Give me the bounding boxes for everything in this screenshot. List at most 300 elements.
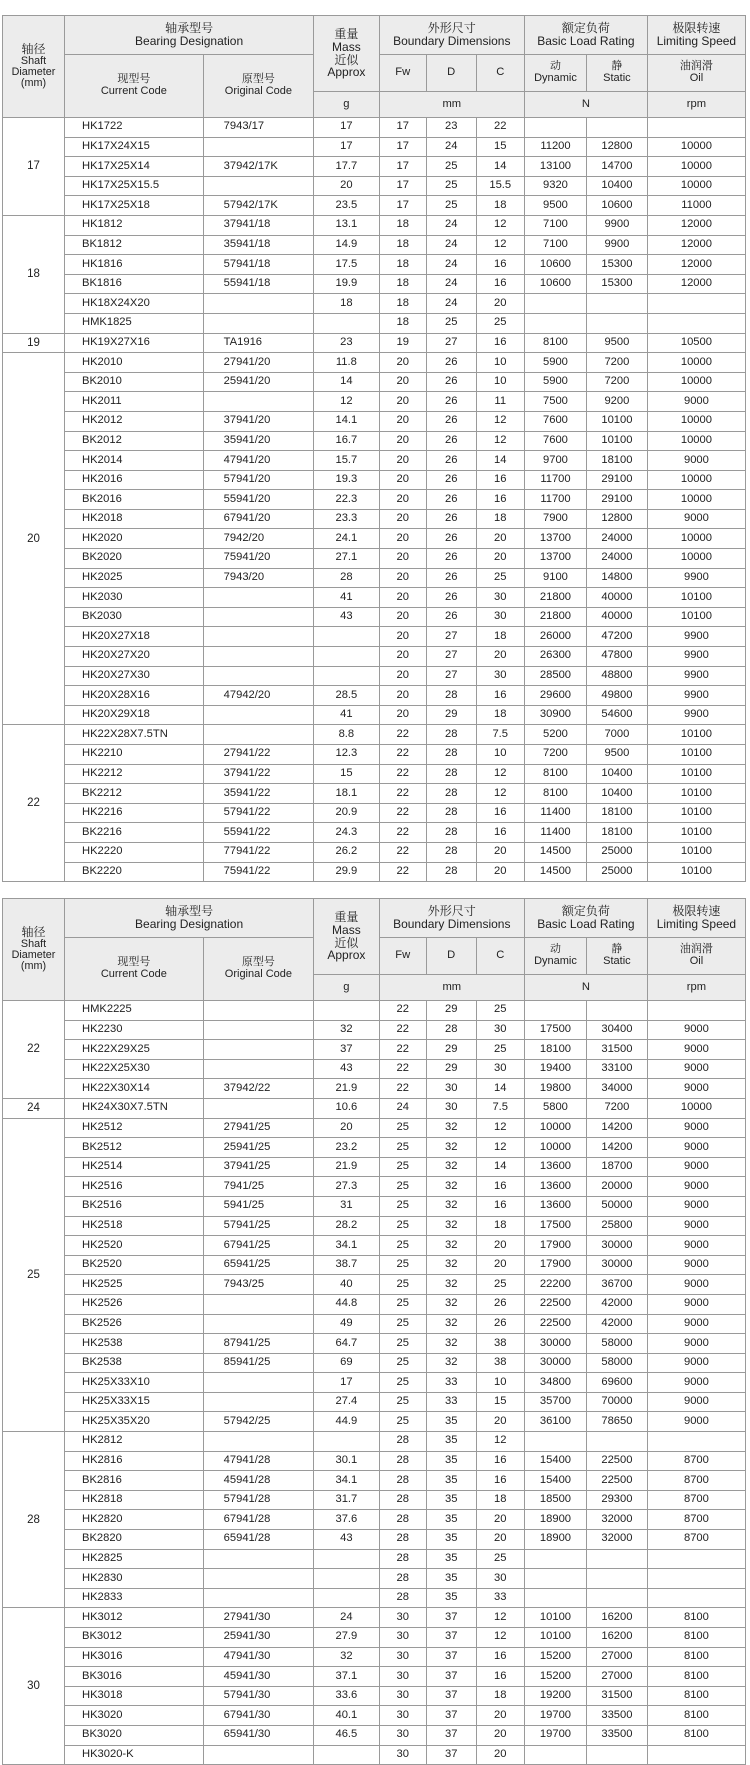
table-row — [3, 725, 746, 745]
c-cell: 14 — [476, 1157, 524, 1177]
static-header: 静 Static — [586, 938, 647, 975]
original-code-cell: 57941/25 — [203, 1216, 314, 1236]
original-code-cell: TA1916 — [203, 333, 314, 353]
dynamic-load-cell — [524, 294, 586, 314]
limiting-speed-cell: 9000 — [647, 1079, 745, 1099]
dynamic-load-cell: 5200 — [524, 725, 586, 745]
mass-cell — [314, 313, 379, 333]
static-load-cell: 9500 — [586, 333, 647, 353]
limiting-speed-cell: 9900 — [647, 647, 745, 667]
d-cell: 26 — [426, 549, 476, 569]
table-row — [3, 1314, 746, 1334]
static-load-cell: 78650 — [586, 1412, 647, 1432]
original-code-cell: 27941/22 — [203, 745, 314, 765]
d-cell: 25 — [426, 157, 476, 177]
static-load-cell: 14200 — [586, 1138, 647, 1158]
limiting-speed-cell: 10000 — [647, 529, 745, 549]
static-load-cell: 14200 — [586, 1118, 647, 1138]
c-cell: 16 — [476, 1196, 524, 1216]
d-cell: 24 — [426, 294, 476, 314]
c-cell: 16 — [476, 274, 524, 294]
c-cell: 10 — [476, 353, 524, 373]
speed-unit: rpm — [647, 92, 745, 118]
c-cell: 38 — [476, 1334, 524, 1354]
current-code-cell: HK2016 — [65, 470, 204, 490]
c-cell: 12 — [476, 215, 524, 235]
current-code-cell: HK2520 — [65, 1236, 204, 1256]
c-cell: 16 — [476, 803, 524, 823]
original-code-cell — [203, 1569, 314, 1589]
dynamic-load-cell: 14500 — [524, 842, 586, 862]
original-code-cell: 27941/25 — [203, 1118, 314, 1138]
static-load-cell: 9900 — [586, 235, 647, 255]
table-row — [3, 1745, 746, 1765]
c-cell: 25 — [476, 568, 524, 588]
limiting-speed-cell: 10000 — [647, 137, 745, 157]
c-cell: 18 — [476, 1216, 524, 1236]
fw-cell: 18 — [379, 235, 426, 255]
static-load-cell: 18100 — [586, 803, 647, 823]
limiting-speed-cell — [647, 118, 745, 138]
limiting-speed-cell: 10000 — [647, 372, 745, 392]
original-code-cell: 67941/30 — [203, 1706, 314, 1726]
table-row — [3, 118, 746, 138]
static-load-cell: 15300 — [586, 274, 647, 294]
table-row — [3, 1628, 746, 1648]
mass-cell: 12.3 — [314, 745, 379, 765]
dynamic-load-cell: 19700 — [524, 1706, 586, 1726]
original-code-cell — [203, 1098, 314, 1118]
dynamic-load-cell: 26300 — [524, 647, 586, 667]
current-code-cell: HK1722 — [65, 118, 204, 138]
original-code-cell: 37941/18 — [203, 215, 314, 235]
limiting-speed-cell: 9000 — [647, 1334, 745, 1354]
limiting-speed-cell: 8700 — [647, 1530, 745, 1550]
fw-cell: 20 — [379, 372, 426, 392]
static-load-cell: 42000 — [586, 1294, 647, 1314]
mass-cell: 46.5 — [314, 1725, 379, 1745]
static-load-cell: 16200 — [586, 1608, 647, 1628]
fw-cell: 22 — [379, 1040, 426, 1060]
static-load-cell: 14700 — [586, 157, 647, 177]
fw-cell: 20 — [379, 607, 426, 627]
c-cell: 18 — [476, 705, 524, 725]
static-load-cell — [586, 1549, 647, 1569]
static-load-cell: 33500 — [586, 1706, 647, 1726]
dynamic-load-cell: 5800 — [524, 1098, 586, 1118]
dynamic-load-cell — [524, 313, 586, 333]
original-code-cell: 25941/20 — [203, 372, 314, 392]
static-load-cell — [586, 294, 647, 314]
table-row — [3, 1549, 746, 1569]
table-row — [3, 1138, 746, 1158]
current-code-cell: HK1816 — [65, 255, 204, 275]
d-cell: 26 — [426, 568, 476, 588]
fw-cell: 20 — [379, 588, 426, 608]
c-cell: 20 — [476, 529, 524, 549]
current-code-cell: HK2516 — [65, 1177, 204, 1197]
shaft-diameter-cell: 28 — [3, 1432, 65, 1608]
limiting-speed-cell: 9000 — [647, 1059, 745, 1079]
dynamic-load-cell: 10000 — [524, 1138, 586, 1158]
current-code-cell: HK2011 — [65, 392, 204, 412]
current-code-cell: HK20X29X18 — [65, 705, 204, 725]
c-cell: 30 — [476, 1059, 524, 1079]
boundary-dimensions-header: 外形尺寸 Boundary Dimensions — [379, 16, 524, 55]
table-row — [3, 588, 746, 608]
current-code-cell: BK2520 — [65, 1255, 204, 1275]
mass-cell: 32 — [314, 1020, 379, 1040]
dynamic-load-cell: 5900 — [524, 353, 586, 373]
mass-cell: 23.3 — [314, 509, 379, 529]
mass-cell: 23 — [314, 333, 379, 353]
original-code-cell — [203, 1745, 314, 1765]
table-row — [3, 1040, 746, 1060]
original-code-cell: 47941/30 — [203, 1647, 314, 1667]
static-load-cell: 25000 — [586, 862, 647, 882]
current-code-cell: HK2216 — [65, 803, 204, 823]
d-cell: 29 — [426, 705, 476, 725]
static-load-cell — [586, 118, 647, 138]
current-code-cell: HK2816 — [65, 1451, 204, 1471]
current-code-cell: HK3018 — [65, 1686, 204, 1706]
fw-cell: 25 — [379, 1138, 426, 1158]
fw-cell: 30 — [379, 1647, 426, 1667]
limiting-speed-cell — [647, 1001, 745, 1021]
static-load-cell: 10400 — [586, 764, 647, 784]
original-code-cell — [203, 294, 314, 314]
c-cell: 14 — [476, 1079, 524, 1099]
dynamic-load-cell: 22500 — [524, 1314, 586, 1334]
d-cell: 35 — [426, 1510, 476, 1530]
fw-cell: 30 — [379, 1706, 426, 1726]
original-code-cell: 67941/20 — [203, 509, 314, 529]
dynamic-load-cell — [524, 1588, 586, 1608]
current-code-cell: HK20X27X18 — [65, 627, 204, 647]
fw-cell: 18 — [379, 215, 426, 235]
fw-cell: 25 — [379, 1236, 426, 1256]
table-row — [3, 1373, 746, 1393]
load-unit: N — [524, 975, 647, 1001]
limiting-speed-cell: 10000 — [647, 549, 745, 569]
static-load-cell — [586, 1745, 647, 1765]
static-load-cell: 32000 — [586, 1530, 647, 1550]
dimensions-unit: mm — [379, 92, 524, 118]
current-code-cell: HMK2225 — [65, 1001, 204, 1021]
current-code-cell: BK2820 — [65, 1530, 204, 1550]
current-code-cell: HK22X29X25 — [65, 1040, 204, 1060]
fw-cell: 30 — [379, 1745, 426, 1765]
d-cell: 32 — [426, 1353, 476, 1373]
mass-cell: 11.8 — [314, 353, 379, 373]
dynamic-load-cell: 13100 — [524, 157, 586, 177]
original-code-cell: 37941/20 — [203, 411, 314, 431]
original-code-cell: 87941/25 — [203, 1334, 314, 1354]
static-load-cell: 7200 — [586, 372, 647, 392]
static-load-cell: 47200 — [586, 627, 647, 647]
static-load-cell: 16200 — [586, 1628, 647, 1648]
limiting-speed-cell: 10100 — [647, 784, 745, 804]
dynamic-load-cell: 7500 — [524, 392, 586, 412]
current-code-cell: HK2833 — [65, 1588, 204, 1608]
current-code-cell: BK2030 — [65, 607, 204, 627]
d-cell: 37 — [426, 1745, 476, 1765]
current-code-cell: HK2818 — [65, 1490, 204, 1510]
mass-cell: 37.6 — [314, 1510, 379, 1530]
fw-cell: 22 — [379, 764, 426, 784]
table-row — [3, 1216, 746, 1236]
current-code-cell: BK1812 — [65, 235, 204, 255]
limiting-speed-cell: 10100 — [647, 862, 745, 882]
mass-cell: 27.4 — [314, 1392, 379, 1412]
original-code-cell: 85941/25 — [203, 1353, 314, 1373]
limiting-speed-cell: 9000 — [647, 1040, 745, 1060]
static-load-cell: 7200 — [586, 1098, 647, 1118]
d-cell: 26 — [426, 392, 476, 412]
static-load-cell: 10400 — [586, 176, 647, 196]
fw-cell: 22 — [379, 1079, 426, 1099]
limiting-speed-cell: 8100 — [647, 1686, 745, 1706]
dynamic-load-cell: 18100 — [524, 1040, 586, 1060]
current-code-cell: HK18X24X20 — [65, 294, 204, 314]
current-code-cell: HK2212 — [65, 764, 204, 784]
mass-cell: 23.5 — [314, 196, 379, 216]
fw-cell: 28 — [379, 1451, 426, 1471]
c-cell: 16 — [476, 255, 524, 275]
current-code-cell: HK2030 — [65, 588, 204, 608]
fw-cell: 25 — [379, 1118, 426, 1138]
static-load-cell: 49800 — [586, 686, 647, 706]
mass-cell: 18 — [314, 294, 379, 314]
fw-cell: 20 — [379, 490, 426, 510]
table-row — [3, 1294, 746, 1314]
limiting-speed-cell: 9000 — [647, 392, 745, 412]
mass-cell: 12 — [314, 392, 379, 412]
c-cell: 20 — [476, 1236, 524, 1256]
c-cell: 18 — [476, 627, 524, 647]
original-code-cell — [203, 313, 314, 333]
mass-cell: 31 — [314, 1196, 379, 1216]
table-row — [3, 1236, 746, 1256]
c-cell: 16 — [476, 1647, 524, 1667]
current-code-cell: HK2025 — [65, 568, 204, 588]
mass-cell: 41 — [314, 588, 379, 608]
table-row — [3, 627, 746, 647]
original-code-cell — [203, 666, 314, 686]
table-row — [3, 274, 746, 294]
static-load-cell: 7200 — [586, 353, 647, 373]
table-row — [3, 1001, 746, 1021]
mass-cell: 40 — [314, 1275, 379, 1295]
limiting-speed-cell: 9000 — [647, 1138, 745, 1158]
table-row — [3, 1157, 746, 1177]
limiting-speed-header: 极限转速 Limiting Speed — [647, 16, 745, 55]
mass-header: 重量 Mass 近似 Approx — [314, 16, 379, 92]
current-code-cell: HK19X27X16 — [65, 333, 204, 353]
table-row — [3, 1020, 746, 1040]
bearing-designation-header: 轴承型号 Bearing Designation — [65, 899, 314, 938]
limiting-speed-cell: 10100 — [647, 745, 745, 765]
current-code-cell: HK17X25X14 — [65, 157, 204, 177]
mass-cell: 24.1 — [314, 529, 379, 549]
current-code-cell: HK1812 — [65, 215, 204, 235]
limiting-speed-cell — [647, 1549, 745, 1569]
oil-header: 油润滑 Oil — [647, 938, 745, 975]
current-code-cell: HK24X30X7.5TN — [65, 1098, 204, 1118]
limiting-speed-cell: 10000 — [647, 157, 745, 177]
d-cell: 30 — [426, 1098, 476, 1118]
mass-cell: 37 — [314, 1040, 379, 1060]
current-code-cell: HK2014 — [65, 451, 204, 471]
limiting-speed-cell: 12000 — [647, 235, 745, 255]
current-code-cell: HK2538 — [65, 1334, 204, 1354]
d-cell: 28 — [426, 745, 476, 765]
mass-cell — [314, 1432, 379, 1452]
limiting-speed-cell: 9000 — [647, 1373, 745, 1393]
limiting-speed-cell: 9000 — [647, 1275, 745, 1295]
table-row — [3, 568, 746, 588]
mass-cell: 37.1 — [314, 1667, 379, 1687]
limiting-speed-cell: 10000 — [647, 1098, 745, 1118]
mass-cell: 43 — [314, 1530, 379, 1550]
mass-cell: 34.1 — [314, 1471, 379, 1491]
limiting-speed-cell: 10100 — [647, 842, 745, 862]
mass-cell: 15 — [314, 764, 379, 784]
c-cell: 20 — [476, 862, 524, 882]
c-cell: 20 — [476, 294, 524, 314]
original-code-cell: 67941/25 — [203, 1236, 314, 1256]
static-load-cell: 30000 — [586, 1255, 647, 1275]
limiting-speed-cell: 9000 — [647, 1392, 745, 1412]
d-cell: 23 — [426, 118, 476, 138]
fw-cell: 22 — [379, 823, 426, 843]
shaft-diameter-header: 轴径 Shaft Diameter (mm) — [3, 899, 65, 1001]
table-row — [3, 1255, 746, 1275]
mass-cell: 64.7 — [314, 1334, 379, 1354]
mass-cell: 43 — [314, 607, 379, 627]
fw-cell: 20 — [379, 627, 426, 647]
table-row — [3, 1177, 746, 1197]
d-cell: 24 — [426, 255, 476, 275]
c-cell: 18 — [476, 509, 524, 529]
current-code-cell: BK2538 — [65, 1353, 204, 1373]
table-row — [3, 745, 746, 765]
shaft-diameter-cell: 19 — [3, 333, 65, 353]
current-code-cell: BK2512 — [65, 1138, 204, 1158]
table-row — [3, 392, 746, 412]
mass-cell: 34.1 — [314, 1236, 379, 1256]
dynamic-load-cell: 19700 — [524, 1725, 586, 1745]
mass-cell: 17 — [314, 137, 379, 157]
c-cell: 12 — [476, 411, 524, 431]
table-row — [3, 1667, 746, 1687]
dynamic-load-cell: 19800 — [524, 1079, 586, 1099]
table-row — [3, 1706, 746, 1726]
dynamic-load-cell: 30000 — [524, 1334, 586, 1354]
table-row — [3, 1098, 746, 1118]
table-row — [3, 862, 746, 882]
original-code-cell: 57941/28 — [203, 1490, 314, 1510]
original-code-cell — [203, 392, 314, 412]
original-code-cell: 57942/25 — [203, 1412, 314, 1432]
mass-cell: 28.2 — [314, 1216, 379, 1236]
dynamic-load-cell: 18900 — [524, 1530, 586, 1550]
d-cell: 26 — [426, 431, 476, 451]
static-load-cell — [586, 1588, 647, 1608]
static-load-cell: 33500 — [586, 1725, 647, 1745]
speed-unit: rpm — [647, 975, 745, 1001]
c-cell: 12 — [476, 1432, 524, 1452]
table-row — [3, 235, 746, 255]
fw-cell: 19 — [379, 333, 426, 353]
static-load-cell: 18100 — [586, 451, 647, 471]
mass-cell: 17.5 — [314, 255, 379, 275]
fw-cell: 22 — [379, 1059, 426, 1079]
original-code-cell: 37941/25 — [203, 1157, 314, 1177]
table-row — [3, 451, 746, 471]
fw-cell: 30 — [379, 1725, 426, 1745]
d-cell: 37 — [426, 1647, 476, 1667]
original-code-cell: 55941/22 — [203, 823, 314, 843]
fw-cell: 25 — [379, 1392, 426, 1412]
dynamic-load-cell: 36100 — [524, 1412, 586, 1432]
table-row — [3, 647, 746, 667]
static-load-cell: 27000 — [586, 1647, 647, 1667]
mass-cell: 10.6 — [314, 1098, 379, 1118]
limiting-speed-cell: 10100 — [647, 725, 745, 745]
d-cell: 26 — [426, 411, 476, 431]
mass-unit: g — [314, 975, 379, 1001]
current-code-cell: HK3016 — [65, 1647, 204, 1667]
limiting-speed-header: 极限转速 Limiting Speed — [647, 899, 745, 938]
dynamic-load-cell: 19200 — [524, 1686, 586, 1706]
static-load-cell: 9200 — [586, 392, 647, 412]
limiting-speed-cell: 12000 — [647, 215, 745, 235]
mass-cell: 20.9 — [314, 803, 379, 823]
fw-cell: 20 — [379, 392, 426, 412]
d-cell: 32 — [426, 1275, 476, 1295]
limiting-speed-cell — [647, 1745, 745, 1765]
d-header: D — [426, 55, 476, 92]
table-row — [3, 666, 746, 686]
original-code-cell: 75941/20 — [203, 549, 314, 569]
original-code-cell: 45941/28 — [203, 1471, 314, 1491]
c-cell: 38 — [476, 1353, 524, 1373]
static-load-cell: 12800 — [586, 137, 647, 157]
original-code-header: 原型号 Original Code — [203, 55, 314, 118]
limiting-speed-cell: 10000 — [647, 470, 745, 490]
d-cell: 29 — [426, 1001, 476, 1021]
limiting-speed-cell — [647, 1569, 745, 1589]
fw-cell: 28 — [379, 1471, 426, 1491]
mass-cell — [314, 647, 379, 667]
current-code-cell: HK2514 — [65, 1157, 204, 1177]
original-code-cell: 7942/20 — [203, 529, 314, 549]
c-cell: 30 — [476, 1569, 524, 1589]
c-cell: 15.5 — [476, 176, 524, 196]
mass-cell: 20 — [314, 1118, 379, 1138]
c-cell: 18 — [476, 1490, 524, 1510]
dynamic-load-cell: 13600 — [524, 1157, 586, 1177]
static-load-cell: 22500 — [586, 1451, 647, 1471]
c-cell: 16 — [476, 1451, 524, 1471]
fw-cell: 20 — [379, 509, 426, 529]
fw-cell: 30 — [379, 1608, 426, 1628]
original-code-cell — [203, 1314, 314, 1334]
mass-cell: 16.7 — [314, 431, 379, 451]
dynamic-load-cell: 28500 — [524, 666, 586, 686]
static-load-cell: 29100 — [586, 490, 647, 510]
